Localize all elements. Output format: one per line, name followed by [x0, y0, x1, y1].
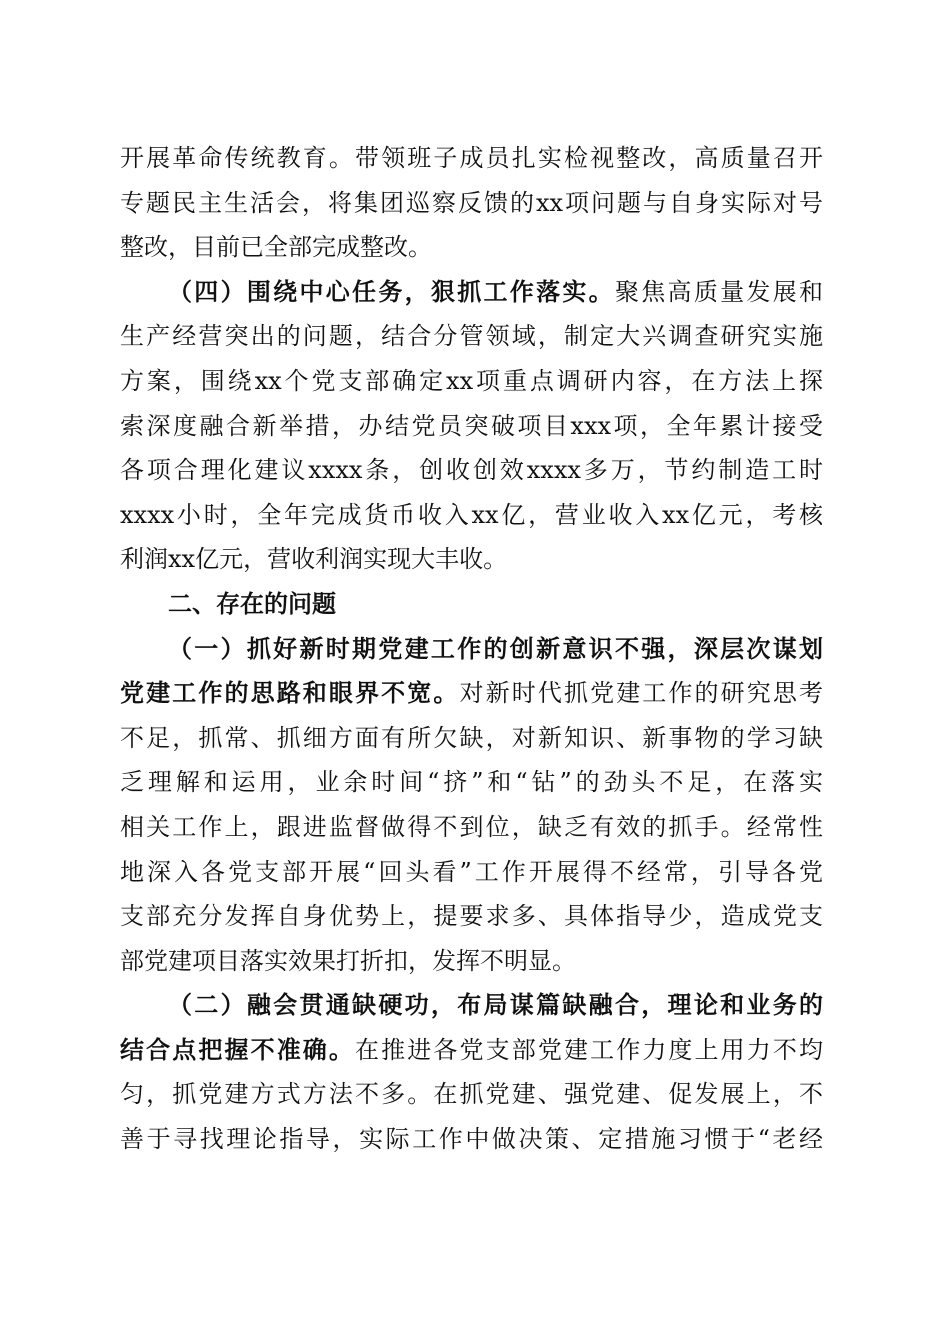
text-line: 乏理解和运用，业余时间“挤”和“钻”的劲头不足，在落实: [120, 768, 823, 797]
document-body: [120, 136, 823, 1162]
text-line: 各项合理化建议xxxx条，创收创效xxxx多万，节约制造工时: [120, 456, 823, 485]
text-line: 方案，围绕xx个党支部确定xx项重点调研内容，在方法上探: [120, 366, 823, 395]
paragraph-text: 对新时代抓党建工作的研究思考: [459, 679, 823, 708]
paragraph-heading: （一）抓好新时期党建工作的创新意识不强，深层次谋划: [168, 634, 823, 663]
section-title: 二、存在的问题: [168, 589, 336, 618]
paragraph-heading: （四）围绕中心任务，狠抓工作落实。: [168, 277, 615, 306]
text-line: 专题民主生活会，将集团巡察反馈的xx项问题与自身实际对号: [120, 188, 823, 217]
text-line: xxxx小时，全年完成货币收入xx亿，营业收入xx亿元，考核: [120, 500, 823, 529]
text-line: 部党建项目落实效果打折扣，发挥不明显。: [120, 946, 576, 975]
paragraph-first-line: [120, 270, 823, 315]
text-line: 支部充分发挥自身优势上，提要求多、具体指导少，造成党支: [120, 902, 823, 931]
text-line: 索深度融合新举措，办结党员突破项目xxx项，全年累计接受: [120, 411, 823, 440]
text-line: 地深入各党支部开展“回头看”工作开展得不经常，引导各党: [120, 857, 823, 886]
paragraph-heading-line: [120, 671, 823, 716]
paragraph-heading: 党建工作的思路和眼界不宽。: [120, 679, 460, 708]
paragraph-text: 在推进各党支部党建工作力度上用力不均: [355, 1035, 823, 1064]
text-line: 生产经营突出的问题，结合分管领域，制定大兴调查研究实施: [120, 322, 823, 351]
text-line: 不足，抓常、抓细方面有所欠缺，对新知识、新事物的学习缺: [120, 723, 823, 752]
text-line: 善于寻找理论指导，实际工作中做决策、定措施习惯于“老经: [120, 1125, 823, 1154]
paragraph-heading-line: [120, 1028, 823, 1073]
text-line: 利润xx亿元，营收利润实现大丰收。: [120, 545, 508, 574]
paragraph-heading: （二）融会贯通缺硬功，布局谋篇缺融合，理论和业务的: [168, 991, 823, 1020]
text-line: 整改，目前已全部完成整改。: [120, 233, 432, 262]
text-line: 开展革命传统教育。带领班子成员扎实检视整改，高质量召开: [120, 144, 823, 172]
paragraph-text: 聚焦高质量发展和: [614, 277, 823, 306]
paragraph-heading: 结合点把握不准确。: [120, 1035, 356, 1064]
text-line: 相关工作上，跟进监督做得不到位，缺乏有效的抓手。经常性: [120, 812, 823, 841]
text-line: 匀，抓党建方式方法不多。在抓党建、强党建、促发展上，不: [120, 1080, 823, 1109]
